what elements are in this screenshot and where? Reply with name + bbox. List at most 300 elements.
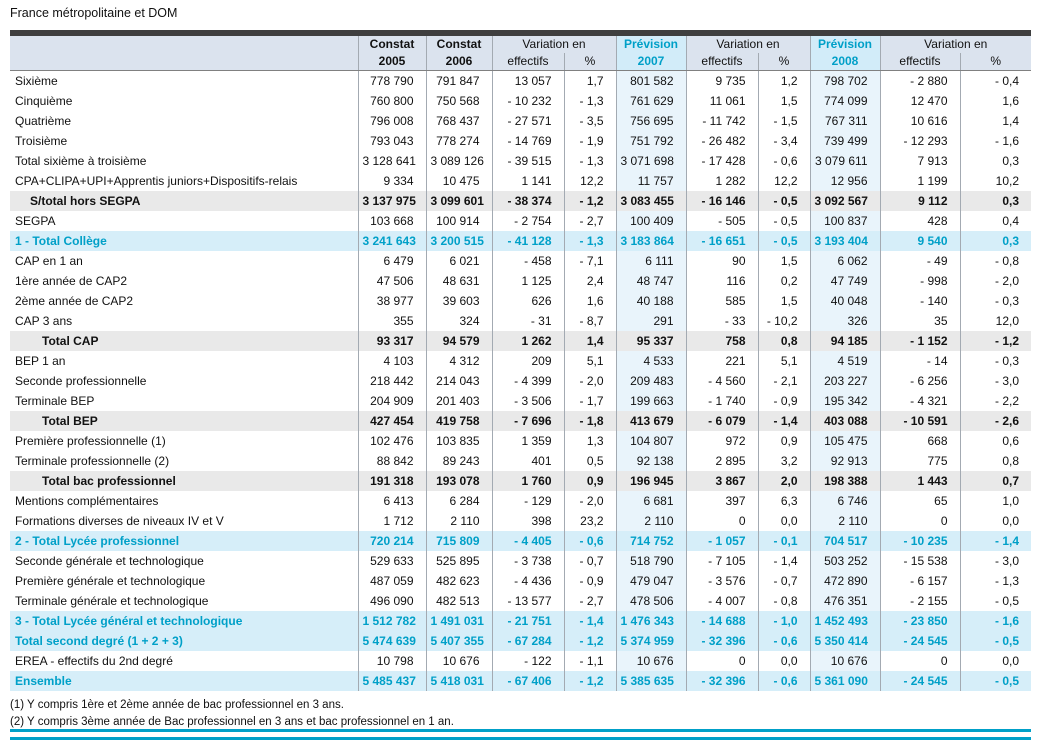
row-value: 472 890 [810,571,880,591]
row-value: - 10 235 [880,531,960,551]
row-label: Cinquième [15,94,73,108]
row-value: - 1,4 [564,611,616,631]
row-value: 3,2 [758,451,810,471]
table-row [10,631,1031,651]
row-value: 4 519 [810,351,880,371]
row-value: - 10,2 [758,311,810,331]
table-row [10,191,1031,211]
row-value: - 14 769 [492,131,564,151]
row-value: - 3,0 [960,371,1031,391]
row-value: - 0,8 [758,591,810,611]
row-value: - 2,0 [960,271,1031,291]
row-value: 503 252 [810,551,880,571]
row-value: - 998 [880,271,960,291]
row-value: - 1,4 [960,531,1031,551]
table-row [10,111,1031,131]
row-value: - 0,5 [758,231,810,251]
header-row-2 [10,53,1031,71]
row-value: 65 [880,491,960,511]
table-row [10,451,1031,471]
row-value: - 0,6 [758,631,810,651]
table-row [10,511,1031,531]
row-value: - 1 152 [880,331,960,351]
row-label: Première professionnelle (1) [15,434,166,448]
row-value: - 3,4 [758,131,810,151]
table-row [10,311,1031,331]
row-value: 218 442 [358,371,426,391]
row-value: 47 749 [810,271,880,291]
row-value: 12,0 [960,311,1031,331]
row-value: 48 747 [616,271,686,291]
bottom-rule-1 [10,729,1031,732]
header-row-1 [10,36,1031,53]
row-value: 1,2 [758,71,810,92]
row-value: - 3 576 [686,571,758,591]
row-value: 203 227 [810,371,880,391]
row-value: - 2 155 [880,591,960,611]
row-value: - 32 396 [686,631,758,651]
row-value: 0,9 [758,431,810,451]
row-value: 1,4 [960,111,1031,131]
row-value: 401 [492,451,564,471]
row-value: 5,1 [758,351,810,371]
row-value: - 23 850 [880,611,960,631]
row-value: - 3,0 [960,551,1031,571]
row-value: 1,4 [564,331,616,351]
row-value: 10 676 [426,651,492,671]
row-value: 104 807 [616,431,686,451]
row-value: - 3 738 [492,551,564,571]
row-value: - 41 128 [492,231,564,251]
row-value: 419 758 [426,411,492,431]
header-constat-2005: Constat [358,36,426,53]
row-value: 6 413 [358,491,426,511]
row-value: 5 485 437 [358,671,426,691]
row-value: 196 945 [616,471,686,491]
row-value: 0,6 [960,431,1031,451]
row-value: - 1,8 [564,411,616,431]
row-value: 5,1 [564,351,616,371]
table-row [10,351,1031,371]
row-value: 585 [686,291,758,311]
row-value: 6 479 [358,251,426,271]
row-value: - 4 405 [492,531,564,551]
row-value: - 15 538 [880,551,960,571]
row-value: 525 895 [426,551,492,571]
row-value: - 7,1 [564,251,616,271]
row-value: - 1,3 [564,231,616,251]
table-row [10,291,1031,311]
row-value: - 1,2 [960,331,1031,351]
row-value: 93 317 [358,331,426,351]
region-label: France métropolitaine et DOM [10,6,178,20]
header-prevision-2007: Prévision [616,36,686,53]
table-row [10,431,1031,451]
enrollment-table [10,36,1031,691]
row-value: 90 [686,251,758,271]
row-value: 355 [358,311,426,331]
row-value: - 1,6 [960,131,1031,151]
row-value: 720 214 [358,531,426,551]
row-value: - 4 560 [686,371,758,391]
row-value: - 4 399 [492,371,564,391]
footnotes [10,697,1031,731]
row-value: 102 476 [358,431,426,451]
row-value: 10,2 [960,171,1031,191]
row-label: 1 - Total Collège [10,231,358,251]
table-row [10,251,1031,271]
row-value: 1 443 [880,471,960,491]
row-value: 92 138 [616,451,686,471]
row-value: 751 792 [616,131,686,151]
row-value: 9 112 [880,191,960,211]
row-value: 195 342 [810,391,880,411]
row-value: - 458 [492,251,564,271]
row-value: 5 361 090 [810,671,880,691]
header-effectifs-3: effectifs [880,53,960,71]
table-row [10,571,1031,591]
row-value: 0,0 [960,651,1031,671]
row-label: 1ère année de CAP2 [15,274,128,288]
row-value: 204 909 [358,391,426,411]
row-value: - 0,6 [758,671,810,691]
row-value: - 13 577 [492,591,564,611]
row-value: - 1,9 [564,131,616,151]
row-value: 487 059 [358,571,426,591]
row-label: Total sixième à troisième [15,154,147,168]
row-value: 7 913 [880,151,960,171]
row-value: 760 800 [358,91,426,111]
row-value: 23,2 [564,511,616,531]
row-value: 105 475 [810,431,880,451]
row-label: CAP en 1 an [15,254,83,268]
row-value: 13 057 [492,71,564,92]
row-value: 626 [492,291,564,311]
row-label: SEGPA [15,214,56,228]
row-value: 326 [810,311,880,331]
row-value: - 505 [686,211,758,231]
row-value: 4 533 [616,351,686,371]
row-value: 1 125 [492,271,564,291]
row-value: 1 199 [880,171,960,191]
row-value: 193 078 [426,471,492,491]
row-value: - 0,7 [564,551,616,571]
row-value: - 1,5 [758,111,810,131]
row-value: 2 110 [616,511,686,531]
row-value: 3 137 975 [358,191,426,211]
row-value: 6 746 [810,491,880,511]
row-value: 3 099 601 [426,191,492,211]
row-label: Seconde professionnelle [15,374,147,388]
row-value: 479 047 [616,571,686,591]
row-value: 198 388 [810,471,880,491]
row-value: 0 [686,651,758,671]
row-value: 94 579 [426,331,492,351]
table-row [10,71,1031,92]
row-value: 94 185 [810,331,880,351]
row-value: 6 284 [426,491,492,511]
row-label: S/total hors SEGPA [10,191,358,211]
row-value: 209 483 [616,371,686,391]
row-value: 3 083 455 [616,191,686,211]
row-value: - 27 571 [492,111,564,131]
row-value: 3 200 515 [426,231,492,251]
row-value: - 1 740 [686,391,758,411]
row-value: - 122 [492,651,564,671]
row-label: Total BEP [10,411,358,431]
row-label: Sixième [15,74,58,88]
row-value: - 6 079 [686,411,758,431]
row-value: 324 [426,311,492,331]
header-prevision-2008: Prévision [810,36,880,53]
row-value: 100 409 [616,211,686,231]
table-body [10,71,1031,692]
row-value: 796 008 [358,111,426,131]
table-row [10,271,1031,291]
table-row [10,131,1031,151]
row-value: 6 681 [616,491,686,511]
row-value: 5 474 639 [358,631,426,651]
row-value: 12,2 [758,171,810,191]
row-value: 39 603 [426,291,492,311]
row-value: - 67 284 [492,631,564,651]
row-value: - 31 [492,311,564,331]
row-value: 767 311 [810,111,880,131]
table-row [10,91,1031,111]
row-value: - 1,0 [758,611,810,631]
row-value: 100 914 [426,211,492,231]
row-value: - 1,7 [564,391,616,411]
row-value: - 2,1 [758,371,810,391]
row-value: 0,4 [960,211,1031,231]
row-value: - 21 751 [492,611,564,631]
table-row [10,611,1031,631]
row-value: - 2,7 [564,591,616,611]
table-row [10,231,1031,251]
row-value: 0,7 [960,471,1031,491]
row-value: - 0,5 [758,211,810,231]
row-value: 89 243 [426,451,492,471]
row-value: - 8,7 [564,311,616,331]
row-value: 4 312 [426,351,492,371]
table-row [10,531,1031,551]
row-value: 774 099 [810,91,880,111]
row-value: 3 183 864 [616,231,686,251]
row-value: 0,3 [960,231,1031,251]
row-value: 1 712 [358,511,426,531]
row-value: - 38 374 [492,191,564,211]
row-value: 403 088 [810,411,880,431]
row-value: - 26 482 [686,131,758,151]
header-constat-2006: Constat [426,36,492,53]
row-value: - 3 506 [492,391,564,411]
row-value: - 32 396 [686,671,758,691]
row-value: 1,3 [564,431,616,451]
row-value: 704 517 [810,531,880,551]
header-variation-1: Variation en [492,36,616,53]
row-value: 793 043 [358,131,426,151]
row-value: - 1,6 [960,611,1031,631]
row-value: 11 757 [616,171,686,191]
header-percent-1: % [564,53,616,71]
row-value: 0,5 [564,451,616,471]
row-value: 2,4 [564,271,616,291]
row-value: 10 798 [358,651,426,671]
row-value: 3 867 [686,471,758,491]
row-value: 116 [686,271,758,291]
row-value: 0,0 [758,651,810,671]
row-value: 5 374 959 [616,631,686,651]
row-value: - 0,3 [960,291,1031,311]
row-value: 221 [686,351,758,371]
row-value: - 2,0 [564,491,616,511]
row-value: - 1,3 [960,571,1031,591]
table-row [10,491,1031,511]
row-value: 88 842 [358,451,426,471]
row-value: 1 262 [492,331,564,351]
row-value: 715 809 [426,531,492,551]
row-value: 428 [880,211,960,231]
row-value: - 6 256 [880,371,960,391]
row-value: 6 062 [810,251,880,271]
row-value: 10 676 [810,651,880,671]
footnote-2: (2) Y compris 3ème année de Bac professionnel en 3 ans et bac professionnel en 1 an. [10,716,454,728]
row-value: 1,5 [758,291,810,311]
row-value: 214 043 [426,371,492,391]
row-label: Formations diverses de niveaux IV et V [15,514,224,528]
row-value: 496 090 [358,591,426,611]
row-value: 0,0 [960,511,1031,531]
row-value: 1,5 [758,251,810,271]
row-value: 11 061 [686,91,758,111]
row-value: 482 623 [426,571,492,591]
row-value: - 4 436 [492,571,564,591]
row-value: - 2 880 [880,71,960,92]
row-value: 12 470 [880,91,960,111]
row-value: 1,5 [758,91,810,111]
row-value: - 14 688 [686,611,758,631]
row-label: Quatrième [15,114,72,128]
row-value: 5 385 635 [616,671,686,691]
row-value: - 12 293 [880,131,960,151]
row-value: 95 337 [616,331,686,351]
table-row [10,591,1031,611]
row-value: 12 956 [810,171,880,191]
header-effectifs-1: effectifs [492,53,564,71]
table-row [10,671,1031,691]
row-value: - 0,6 [564,531,616,551]
bottom-rule-2 [10,737,1031,740]
row-value: 199 663 [616,391,686,411]
row-value: 4 103 [358,351,426,371]
row-value: 0,8 [960,451,1031,471]
row-value: 775 [880,451,960,471]
row-value: 2 110 [810,511,880,531]
row-label: CPA+CLIPA+UPI+Apprentis juniors+Dispositifs-relais [15,174,298,188]
row-value: 3 089 126 [426,151,492,171]
row-value: 5 350 414 [810,631,880,651]
row-value: 5 418 031 [426,671,492,691]
header-effectifs-2: effectifs [686,53,758,71]
row-value: - 0,8 [960,251,1031,271]
table-row [10,651,1031,671]
table-row [10,471,1031,491]
row-value: 6 021 [426,251,492,271]
row-label: CAP 3 ans [15,314,73,328]
table-row [10,331,1031,351]
header-variation-2: Variation en [686,36,810,53]
row-label: Terminale BEP [15,394,95,408]
table-row [10,391,1031,411]
row-value: 103 668 [358,211,426,231]
row-value: 10 475 [426,171,492,191]
row-value: - 0,5 [960,631,1031,651]
row-value: 739 499 [810,131,880,151]
row-value: - 2,7 [564,211,616,231]
row-value: 191 318 [358,471,426,491]
row-value: 0,2 [758,271,810,291]
row-value: 3 128 641 [358,151,426,171]
row-value: 476 351 [810,591,880,611]
row-label: Première générale et technologique [15,574,206,588]
row-value: - 24 545 [880,671,960,691]
row-value: - 10 591 [880,411,960,431]
row-value: - 6 157 [880,571,960,591]
row-value: 482 513 [426,591,492,611]
row-value: - 3,5 [564,111,616,131]
row-value: - 7 105 [686,551,758,571]
row-value: - 2,6 [960,411,1031,431]
row-value: 1,0 [960,491,1031,511]
row-value: 518 790 [616,551,686,571]
row-value: - 0,4 [960,71,1031,92]
row-value: 47 506 [358,271,426,291]
row-label: 2ème année de CAP2 [15,294,134,308]
row-value: 35 [880,311,960,331]
row-value: - 1,3 [564,151,616,171]
row-value: 10 616 [880,111,960,131]
row-label: Total CAP [10,331,358,351]
header-empty [10,36,358,53]
row-value: 40 188 [616,291,686,311]
row-value: 1 359 [492,431,564,451]
row-value: 10 676 [616,651,686,671]
row-value: 756 695 [616,111,686,131]
row-value: 758 [686,331,758,351]
row-label: EREA - effectifs du 2nd degré [15,654,173,668]
row-value: 1,6 [960,91,1031,111]
row-value: 0 [880,511,960,531]
row-value: 478 506 [616,591,686,611]
row-value: 1 491 031 [426,611,492,631]
row-value: 48 631 [426,271,492,291]
row-value: - 33 [686,311,758,331]
row-value: - 0,6 [758,151,810,171]
row-value: - 49 [880,251,960,271]
row-value: 1 452 493 [810,611,880,631]
row-value: 413 679 [616,411,686,431]
row-value: 1,7 [564,71,616,92]
row-value: - 4 321 [880,391,960,411]
row-label: Seconde générale et technologique [15,554,204,568]
row-label: Total bac professionnel [10,471,358,491]
row-value: - 2,0 [564,371,616,391]
row-value: - 10 232 [492,91,564,111]
row-value: 1,6 [564,291,616,311]
footnote-1: (1) Y compris 1ère et 2ème année de bac professionnel en 3 ans. [10,699,344,711]
row-value: - 24 545 [880,631,960,651]
row-value: - 1,3 [564,91,616,111]
